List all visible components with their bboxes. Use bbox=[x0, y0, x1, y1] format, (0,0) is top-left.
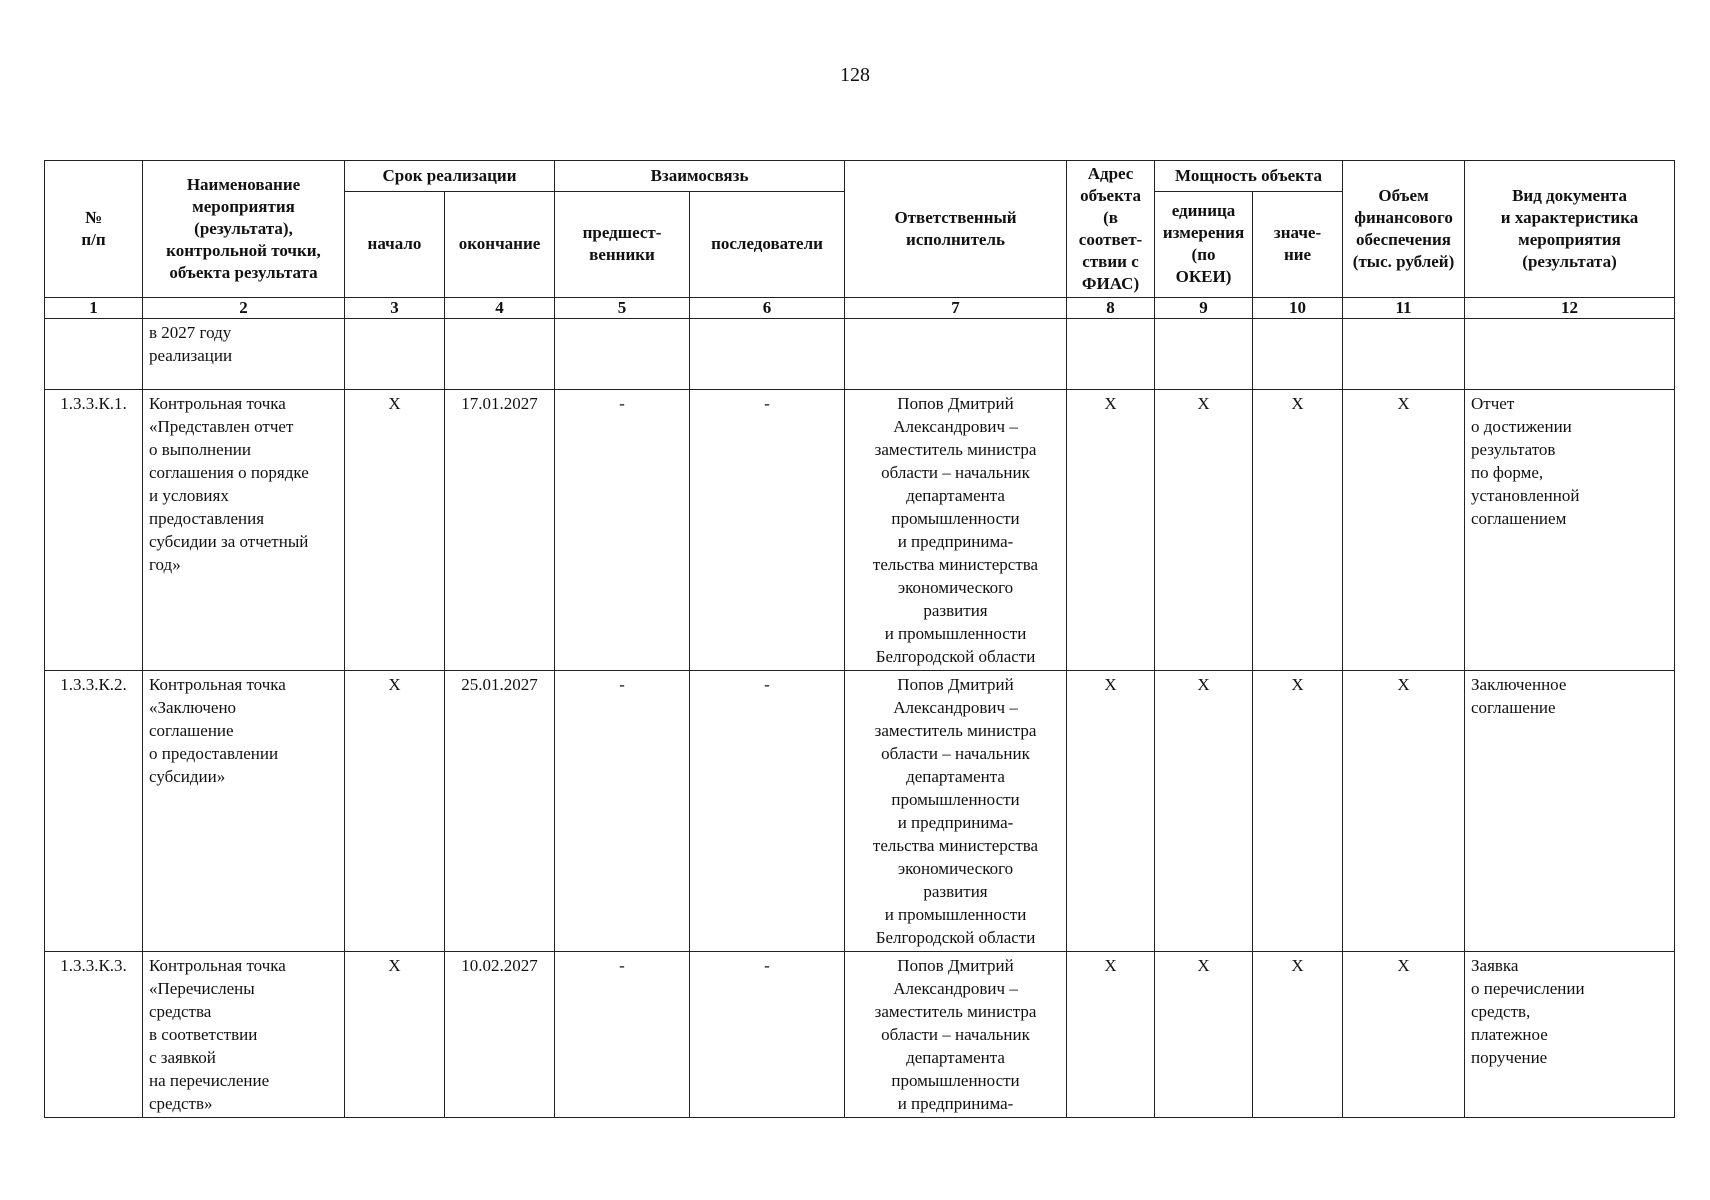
row-value: Х bbox=[1253, 671, 1343, 952]
column-number: 12 bbox=[1465, 298, 1675, 319]
header-responsible: Ответственный исполнитель bbox=[845, 161, 1067, 298]
header-predecessors: предшест- венники bbox=[555, 191, 690, 297]
header-address: Адрес объекта (в соответ- ствии с ФИАС) bbox=[1067, 161, 1155, 298]
column-number: 4 bbox=[445, 298, 555, 319]
header-number: № п/п bbox=[45, 161, 143, 298]
row-document: Заключенное соглашение bbox=[1465, 671, 1675, 952]
row-end: 25.01.2027 bbox=[445, 671, 555, 952]
header-capacity-group: Мощность объекта bbox=[1155, 161, 1343, 192]
header-successors: последователи bbox=[690, 191, 845, 297]
header-end: окончание bbox=[445, 191, 555, 297]
table-row bbox=[45, 390, 1675, 671]
column-number: 11 bbox=[1343, 298, 1465, 319]
header-link-group: Взаимосвязь bbox=[555, 161, 845, 192]
table-row bbox=[45, 319, 1675, 390]
row-start: Х bbox=[345, 952, 445, 1118]
row-finance bbox=[1343, 319, 1465, 390]
implementation-plan-table bbox=[44, 160, 1675, 1118]
row-predecessors: - bbox=[555, 671, 690, 952]
row-name: Контрольная точка «Представлен отчет о выполнении соглашения о порядке и условиях предоставления субсидии за отчетный год» bbox=[143, 390, 345, 671]
header-document: Вид документа и характеристика мероприятия (результата) bbox=[1465, 161, 1675, 298]
row-unit: Х bbox=[1155, 952, 1253, 1118]
page-number: 128 bbox=[840, 64, 870, 86]
row-number: 1.3.3.К.2. bbox=[45, 671, 143, 952]
row-number: 1.3.3.К.1. bbox=[45, 390, 143, 671]
row-finance: Х bbox=[1343, 952, 1465, 1118]
row-name: в 2027 году реализации bbox=[143, 319, 345, 390]
row-number: 1.3.3.К.3. bbox=[45, 952, 143, 1118]
row-document: Заявка о перечислении средств, платежное поручение bbox=[1465, 952, 1675, 1118]
row-successors: - bbox=[690, 671, 845, 952]
row-start: Х bbox=[345, 390, 445, 671]
row-successors bbox=[690, 319, 845, 390]
row-end: 10.02.2027 bbox=[445, 952, 555, 1118]
row-number bbox=[45, 319, 143, 390]
row-successors: - bbox=[690, 390, 845, 671]
header-name: Наименование мероприятия (результата), контрольной точки, объекта результата bbox=[143, 161, 345, 298]
row-predecessors: - bbox=[555, 952, 690, 1118]
header-start: начало bbox=[345, 191, 445, 297]
row-finance: Х bbox=[1343, 671, 1465, 952]
header-finance: Объем финансового обеспечения (тыс. рублей) bbox=[1343, 161, 1465, 298]
column-number: 9 bbox=[1155, 298, 1253, 319]
row-responsible: Попов Дмитрий Александрович – заместитель министра области – начальник департамента промышленности и предпринима- тельства министерства экономического развития и промышленности Белгородской области bbox=[845, 390, 1067, 671]
row-unit: Х bbox=[1155, 671, 1253, 952]
row-value: Х bbox=[1253, 390, 1343, 671]
row-end bbox=[445, 319, 555, 390]
row-document: Отчет о достижении результатов по форме, установленной соглашением bbox=[1465, 390, 1675, 671]
row-value: Х bbox=[1253, 952, 1343, 1118]
row-unit bbox=[1155, 319, 1253, 390]
row-address: Х bbox=[1067, 671, 1155, 952]
row-responsible bbox=[845, 319, 1067, 390]
row-start bbox=[345, 319, 445, 390]
table-row bbox=[45, 671, 1675, 952]
row-finance: Х bbox=[1343, 390, 1465, 671]
row-responsible: Попов Дмитрий Александрович – заместитель министра области – начальник департамента промышленности и предпринима- bbox=[845, 952, 1067, 1118]
row-start: Х bbox=[345, 671, 445, 952]
column-number: 7 bbox=[845, 298, 1067, 319]
column-number-row bbox=[45, 298, 1675, 319]
table-row bbox=[45, 952, 1675, 1118]
row-address: Х bbox=[1067, 390, 1155, 671]
column-number: 3 bbox=[345, 298, 445, 319]
row-successors: - bbox=[690, 952, 845, 1118]
column-number: 1 bbox=[45, 298, 143, 319]
row-predecessors bbox=[555, 319, 690, 390]
column-number: 8 bbox=[1067, 298, 1155, 319]
row-unit: Х bbox=[1155, 390, 1253, 671]
header-unit: единица измерения (по ОКЕИ) bbox=[1155, 191, 1253, 297]
column-number: 5 bbox=[555, 298, 690, 319]
row-address: Х bbox=[1067, 952, 1155, 1118]
header-value: значе- ние bbox=[1253, 191, 1343, 297]
row-address bbox=[1067, 319, 1155, 390]
column-number: 2 bbox=[143, 298, 345, 319]
row-document bbox=[1465, 319, 1675, 390]
column-number: 6 bbox=[690, 298, 845, 319]
row-responsible: Попов Дмитрий Александрович – заместитель министра области – начальник департамента промышленности и предпринима- тельства министерства экономического развития и промышленности Белгородской области bbox=[845, 671, 1067, 952]
row-name: Контрольная точка «Перечислены средства в соответствии с заявкой на перечисление средств» bbox=[143, 952, 345, 1118]
header-term-group: Срок реализации bbox=[345, 161, 555, 192]
row-end: 17.01.2027 bbox=[445, 390, 555, 671]
column-number: 10 bbox=[1253, 298, 1343, 319]
row-value bbox=[1253, 319, 1343, 390]
row-predecessors: - bbox=[555, 390, 690, 671]
row-name: Контрольная точка «Заключено соглашение о предоставлении субсидии» bbox=[143, 671, 345, 952]
